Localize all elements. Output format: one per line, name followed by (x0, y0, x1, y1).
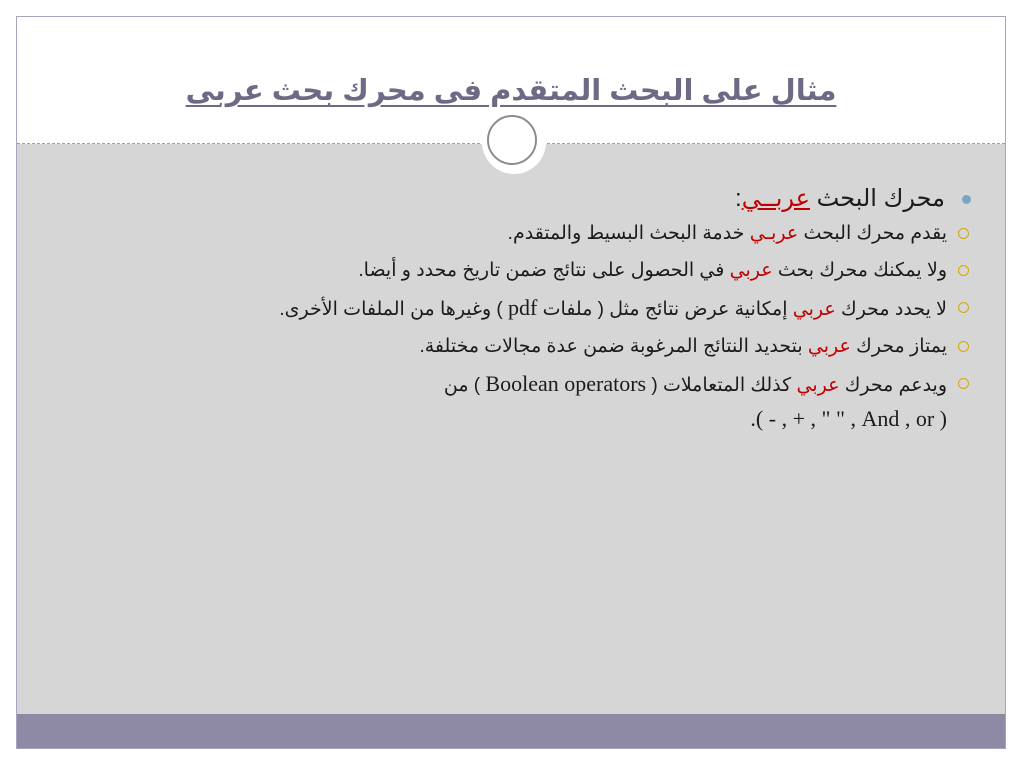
item-text: لا يحدد محرك (835, 299, 947, 320)
circle-ring (487, 115, 537, 165)
item-text: ) وغيرها من الملفات الأخرى. (279, 299, 509, 320)
slide-content (107, 183, 971, 434)
bullet-heading (107, 183, 971, 215)
item-text: بتحديد النتائج المرغوبة ضمن عدة مجالات مختلفة. (419, 336, 808, 357)
item-latin-term: Boolean operators (485, 371, 647, 396)
bullet-ring-icon (958, 341, 969, 352)
heading-suffix: : (735, 185, 742, 212)
slide-title: مثال على البحث المتقدم فى محرك بحث عربى (185, 75, 837, 107)
item-text: يمتاز محرك (850, 336, 947, 357)
list-item (107, 258, 971, 284)
heading-highlight: عربــي (741, 185, 810, 212)
heading-prefix: محرك البحث (810, 185, 945, 212)
slide (16, 16, 1006, 749)
item-highlight: عربي (729, 260, 773, 281)
item-highlight: عربي (796, 375, 840, 396)
item-text: خدمة البحث البسيط والمتقدم. (507, 223, 750, 244)
bullet-ring-icon (958, 265, 969, 276)
item-highlight: عربي (792, 299, 836, 320)
item-text: ولا يمكنك محرك بحث (772, 260, 947, 281)
bullet-dot-icon (962, 195, 971, 204)
item-text: في الحصول على نتائج ضمن تاريخ محدد و أيضا. (358, 260, 730, 281)
bullet-ring-icon (958, 302, 969, 313)
item-text: إمكانية عرض نتائج مثل ( ملفات (537, 299, 793, 320)
item-highlight: عربـي (749, 223, 799, 244)
operators-continuation: ( And , or , " " , + , - ). (750, 406, 947, 431)
item-text: ويدعم محرك (839, 375, 947, 396)
bullet-ring-icon (958, 378, 969, 389)
circle-ornament-icon (482, 110, 546, 174)
list-item (107, 334, 971, 360)
item-text: يقدم محرك البحث (798, 223, 947, 244)
bullet-ring-icon (958, 228, 969, 239)
item-text: ) من (443, 375, 486, 396)
list-item (107, 295, 971, 323)
item-text: كذلك المتعاملات ( (646, 375, 797, 396)
item-highlight: عربي (807, 336, 851, 357)
item-latin-term: pdf (508, 295, 538, 320)
list-item (107, 371, 971, 399)
footer-band (17, 714, 1005, 748)
list-item (107, 221, 971, 247)
